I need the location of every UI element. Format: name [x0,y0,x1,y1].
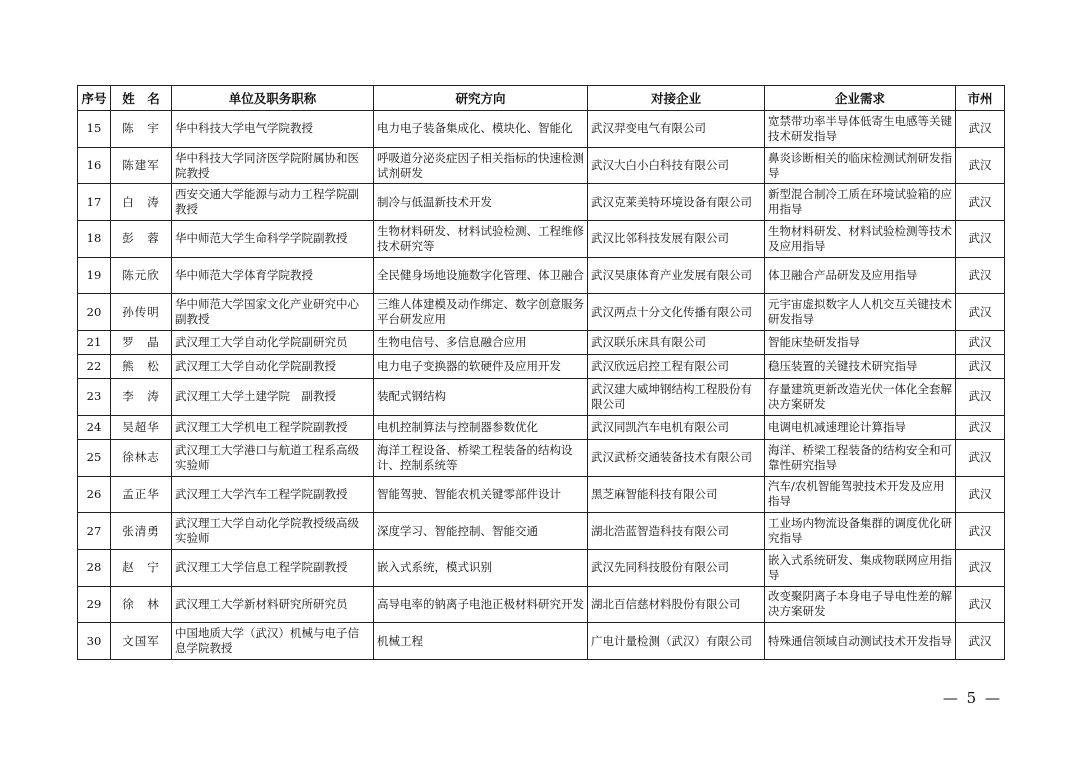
cell-name: 陈元欣 [111,257,172,294]
cell-need: 汽车/农机智能驾驶技术开发及应用指导 [765,476,956,513]
cell-company: 武汉联乐床具有限公司 [588,331,765,355]
cell-unit: 西安交通大学能源与动力工程学院副教授 [172,184,374,221]
cell-company: 湖北百信慈材料股份有限公司 [588,586,765,623]
cell-unit: 武汉理工大学信息工程学院副教授 [172,549,374,586]
cell-research: 生物材料研发、材料试验检测、工程维修技术研究等 [374,221,588,258]
cell-need: 体卫融合产品研发及应用指导 [765,257,956,294]
cell-unit: 武汉理工大学汽车工程学院副教授 [172,476,374,513]
cell-research: 呼吸道分泌炎症因子相关指标的快速检测试剂研发 [374,147,588,184]
cell-company: 武汉建大威坤钢结构工程股份有限公司 [588,379,765,416]
cell-serial: 24 [78,415,111,439]
cell-city: 武汉 [956,379,1005,416]
table-row [78,415,1005,439]
cell-unit: 华中师范大学体育学院教授 [172,257,374,294]
cell-serial: 28 [78,549,111,586]
header-research: 研究方向 [374,86,588,111]
table-row [78,355,1005,379]
cell-research: 电机控制算法与控制器参数优化 [374,415,588,439]
cell-research: 制冷与低温新技术开发 [374,184,588,221]
header-city: 市州 [956,86,1005,111]
cell-unit: 华中科技大学同济医学院附属协和医院教授 [172,147,374,184]
cell-name: 罗 晶 [111,331,172,355]
cell-research: 深度学习、智能控制、智能交通 [374,513,588,550]
cell-name: 陈建军 [111,147,172,184]
table-row [78,147,1005,184]
cell-serial: 20 [78,294,111,331]
cell-research: 海洋工程设备、桥梁工程装备的结构设计、控制系统等 [374,439,588,476]
cell-city: 武汉 [956,184,1005,221]
cell-city: 武汉 [956,415,1005,439]
cell-company: 武汉羿变电气有限公司 [588,111,765,148]
cell-city: 武汉 [956,355,1005,379]
cell-research: 装配式钢结构 [374,379,588,416]
table-row [78,623,1005,660]
cell-need: 生物材料研发、材料试验检测等技术及应用指导 [765,221,956,258]
cell-serial: 17 [78,184,111,221]
cell-company: 武汉先同科技股份有限公司 [588,549,765,586]
cell-name: 吴超华 [111,415,172,439]
cell-city: 武汉 [956,257,1005,294]
cell-company: 武汉武桥交通装备技术有限公司 [588,439,765,476]
cell-city: 武汉 [956,331,1005,355]
cell-city: 武汉 [956,513,1005,550]
cell-company: 武汉同凯汽车电机有限公司 [588,415,765,439]
cell-need: 改变聚阴离子本身电子导电性差的解决方案研发 [765,586,956,623]
table-row [78,476,1005,513]
cell-serial: 22 [78,355,111,379]
cell-company: 武汉克莱美特环境设备有限公司 [588,184,765,221]
cell-need: 海洋、桥梁工程装备的结构安全和可靠性研究指导 [765,439,956,476]
cell-name: 徐林志 [111,439,172,476]
cell-name: 陈 宇 [111,111,172,148]
cell-company: 武汉大白小白科技有限公司 [588,147,765,184]
cell-city: 武汉 [956,439,1005,476]
cell-serial: 23 [78,379,111,416]
cell-research: 全民健身场地设施数字化管理、体卫融合 [374,257,588,294]
header-serial: 序号 [78,86,111,111]
cell-name: 彭 蓉 [111,221,172,258]
cell-unit: 武汉理工大学机电工程学院副教授 [172,415,374,439]
cell-serial: 30 [78,623,111,660]
header-company: 对接企业 [588,86,765,111]
expert-matching-table [77,85,1005,660]
cell-company: 武汉两点十分文化传播有限公司 [588,294,765,331]
cell-name: 赵 宁 [111,549,172,586]
cell-name: 白 涛 [111,184,172,221]
table-row [78,379,1005,416]
table-row [78,184,1005,221]
table-row [78,294,1005,331]
cell-city: 武汉 [956,147,1005,184]
cell-research: 智能驾驶、智能农机关键零部件设计 [374,476,588,513]
cell-need: 工业场内物流设备集群的调度优化研究指导 [765,513,956,550]
cell-need: 电调电机减速理论计算指导 [765,415,956,439]
header-unit: 单位及职务职称 [172,86,374,111]
cell-company: 武汉比邻科技发展有限公司 [588,221,765,258]
table-row [78,257,1005,294]
cell-unit: 中国地质大学（武汉）机械与电子信息学院教授 [172,623,374,660]
cell-city: 武汉 [956,111,1005,148]
cell-unit: 武汉理工大学港口与航道工程系高级实验师 [172,439,374,476]
cell-city: 武汉 [956,221,1005,258]
cell-research: 电力电子装备集成化、模块化、智能化 [374,111,588,148]
cell-name: 孟正华 [111,476,172,513]
cell-company: 黑芝麻智能科技有限公司 [588,476,765,513]
header-name: 姓 名 [111,86,172,111]
cell-need: 新型混合制冷工质在环境试验箱的应用指导 [765,184,956,221]
cell-research: 机械工程 [374,623,588,660]
table-row [78,221,1005,258]
cell-need: 元宇宙虚拟数字人人机交互关键技术研发指导 [765,294,956,331]
cell-need: 稳压装置的关键技术研究指导 [765,355,956,379]
table-row [78,586,1005,623]
cell-serial: 25 [78,439,111,476]
cell-need: 存量建筑更新改造光伏一体化全套解决方案研发 [765,379,956,416]
table-row [78,111,1005,148]
table-row [78,439,1005,476]
cell-unit: 华中师范大学国家文化产业研究中心副教授 [172,294,374,331]
cell-need: 智能床垫研发指导 [765,331,956,355]
cell-research: 生物电信号、多信息融合应用 [374,331,588,355]
cell-name: 徐 林 [111,586,172,623]
cell-research: 三维人体建模及动作绑定、数字创意服务平台研发应用 [374,294,588,331]
cell-company: 武汉欣远启控工程有限公司 [588,355,765,379]
cell-research: 高导电率的钠离子电池正极材料研究开发 [374,586,588,623]
cell-name: 张清勇 [111,513,172,550]
table-row [78,513,1005,550]
page-number: — 5 — [942,689,1002,707]
cell-name: 熊 松 [111,355,172,379]
cell-need: 嵌入式系统研发、集成物联网应用指导 [765,549,956,586]
cell-name: 孙传明 [111,294,172,331]
cell-unit: 华中师范大学生命科学学院副教授 [172,221,374,258]
cell-unit: 武汉理工大学自动化学院副研究员 [172,331,374,355]
cell-serial: 19 [78,257,111,294]
cell-city: 武汉 [956,586,1005,623]
cell-need: 宽禁带功率半导体低寄生电感等关键技术研发指导 [765,111,956,148]
cell-city: 武汉 [956,476,1005,513]
cell-serial: 29 [78,586,111,623]
cell-name: 李 涛 [111,379,172,416]
table-row [78,549,1005,586]
cell-serial: 26 [78,476,111,513]
cell-need: 特殊通信领域自动测试技术开发指导 [765,623,956,660]
table-header-row [78,86,1005,111]
cell-serial: 27 [78,513,111,550]
table-row [78,331,1005,355]
cell-serial: 15 [78,111,111,148]
cell-unit: 武汉理工大学自动化学院副教授 [172,355,374,379]
cell-city: 武汉 [956,549,1005,586]
cell-need: 鼻炎诊断相关的临床检测试剂研发指导 [765,147,956,184]
cell-city: 武汉 [956,294,1005,331]
cell-unit: 武汉理工大学新材料研究所研究员 [172,586,374,623]
cell-serial: 16 [78,147,111,184]
cell-research: 嵌入式系统，模式识别 [374,549,588,586]
cell-research: 电力电子变换器的软硬件及应用开发 [374,355,588,379]
header-need: 企业需求 [765,86,956,111]
cell-unit: 武汉理工大学自动化学院教授级高级实验师 [172,513,374,550]
cell-company: 广电计量检测（武汉）有限公司 [588,623,765,660]
cell-name: 文国军 [111,623,172,660]
cell-unit: 华中科技大学电气学院教授 [172,111,374,148]
cell-serial: 18 [78,221,111,258]
cell-company: 湖北浩蓝智造科技有限公司 [588,513,765,550]
cell-company: 武汉昊康体育产业发展有限公司 [588,257,765,294]
cell-city: 武汉 [956,623,1005,660]
cell-unit: 武汉理工大学土建学院 副教授 [172,379,374,416]
cell-serial: 21 [78,331,111,355]
